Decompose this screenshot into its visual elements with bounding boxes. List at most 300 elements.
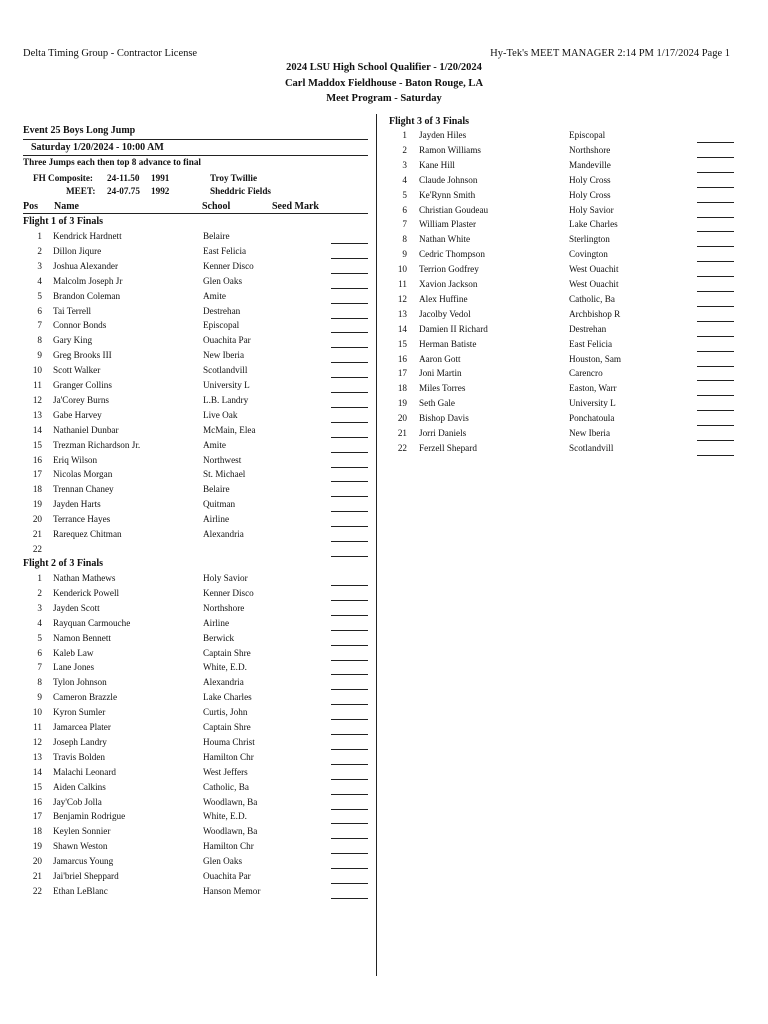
seed-mark-blank bbox=[331, 764, 368, 765]
seed-mark-blank bbox=[331, 689, 368, 690]
table-row bbox=[0, 826, 768, 841]
entry-pos: 21 bbox=[32, 871, 42, 881]
flight-3-title: Flight 3 of 3 Finals bbox=[389, 116, 470, 127]
entry-pos: 8 bbox=[37, 677, 42, 688]
seed-mark-blank bbox=[697, 202, 734, 203]
entry-name: Christian Goudeau bbox=[419, 204, 489, 215]
seed-mark-blank bbox=[697, 425, 734, 426]
entry-name: Joshua Alexander bbox=[53, 260, 119, 271]
entry-pos: 20 bbox=[32, 514, 42, 525]
entry-school: Ouachita Par bbox=[203, 871, 251, 881]
seed-mark-blank bbox=[331, 660, 368, 661]
entry-pos: 4 bbox=[402, 174, 407, 185]
entry-school: Catholic, Ba bbox=[203, 781, 249, 792]
seed-mark-blank bbox=[697, 157, 734, 158]
entry-school: L.B. Landry bbox=[203, 394, 249, 405]
entry-pos: 20 bbox=[397, 413, 407, 424]
entry-pos: 9 bbox=[37, 692, 42, 703]
entry-school: Belaire bbox=[203, 484, 230, 495]
entry-name: Herman Batiste bbox=[419, 338, 477, 349]
col-header-school: School bbox=[202, 201, 231, 212]
entry-pos: 4 bbox=[37, 275, 42, 286]
table-row bbox=[0, 205, 768, 220]
entry-name: Cedric Thompson bbox=[419, 249, 485, 260]
entry-pos: 12 bbox=[397, 293, 407, 304]
meet-venue: Carl Maddox Fieldhouse - Baton Rouge, LA bbox=[284, 78, 484, 89]
table-row bbox=[0, 544, 768, 559]
table-row bbox=[0, 856, 768, 871]
entry-name: Rarequez Chitman bbox=[53, 529, 122, 539]
entry-name: Seth Gale bbox=[419, 398, 455, 409]
seed-mark-blank bbox=[331, 467, 368, 468]
table-row bbox=[0, 529, 768, 544]
seed-mark-blank bbox=[331, 734, 368, 735]
col-header-seed-mark: Seed Mark bbox=[272, 201, 319, 212]
table-row bbox=[0, 722, 768, 737]
entry-pos: 5 bbox=[37, 632, 42, 643]
entry-school: East Felicia bbox=[569, 338, 613, 349]
table-row bbox=[0, 797, 768, 812]
entry-pos: 7 bbox=[37, 320, 42, 331]
entry-name: Tylon Johnson bbox=[53, 677, 107, 688]
entry-pos: 14 bbox=[32, 424, 42, 435]
entry-pos: 16 bbox=[32, 454, 42, 465]
entry-school: Woodlawn, Ba bbox=[203, 826, 258, 837]
table-row bbox=[0, 234, 768, 249]
table-row bbox=[0, 324, 768, 339]
seed-mark-blank bbox=[331, 853, 368, 854]
entry-school: Houma Christ bbox=[203, 736, 255, 747]
entry-pos: 22 bbox=[397, 442, 407, 453]
table-row bbox=[0, 603, 768, 618]
table-row bbox=[0, 175, 768, 190]
entry-pos: 3 bbox=[37, 260, 42, 271]
table-row bbox=[0, 707, 768, 722]
entry-name: Ferzell Shepard bbox=[419, 442, 477, 453]
table-row bbox=[0, 339, 768, 354]
entry-name: Ramon Williams bbox=[419, 144, 481, 155]
entry-school: White, E.D. bbox=[203, 811, 247, 822]
entry-school: West Ouachit bbox=[569, 264, 619, 275]
seed-mark-blank bbox=[697, 246, 734, 247]
entry-pos: 21 bbox=[397, 428, 407, 438]
record-holder: Sheddric Fields bbox=[210, 186, 272, 196]
seed-mark-blank bbox=[331, 794, 368, 795]
entry-school: Airline bbox=[203, 514, 230, 525]
entry-name: Jamarcea Plater bbox=[53, 722, 111, 732]
entry-pos: 11 bbox=[33, 380, 42, 390]
entry-pos: 10 bbox=[32, 365, 42, 376]
entry-pos: 9 bbox=[402, 249, 407, 260]
entry-pos: 6 bbox=[402, 204, 407, 215]
entry-school: University L bbox=[569, 398, 616, 409]
entry-school: West Jeffers bbox=[203, 766, 248, 777]
seed-mark-blank bbox=[331, 809, 368, 810]
table-row bbox=[0, 871, 768, 886]
record-year: 1992 bbox=[151, 186, 170, 196]
entry-school: Amite bbox=[203, 290, 226, 301]
entry-name: Gabe Harvey bbox=[53, 409, 102, 420]
table-row bbox=[0, 811, 768, 826]
entry-school: East Felicia bbox=[203, 245, 247, 256]
entry-name: Dillon Jiqure bbox=[53, 245, 102, 256]
entry-school: Destrehan bbox=[569, 323, 607, 334]
entry-pos: 10 bbox=[32, 707, 42, 718]
entry-pos: 6 bbox=[37, 305, 42, 316]
event-note: Three Jumps each then top 8 advance to final bbox=[23, 157, 201, 167]
entry-school: Glen Oaks bbox=[203, 275, 243, 286]
entry-pos: 1 bbox=[37, 231, 42, 241]
software-stamp: Hy-Tek's MEET MANAGER 2:14 PM 1/17/2024 Page 1 bbox=[490, 48, 730, 59]
table-row bbox=[0, 145, 768, 160]
entry-school: University L bbox=[203, 380, 250, 390]
table-row bbox=[0, 886, 768, 901]
entry-school: New Iberia bbox=[569, 428, 611, 438]
record-year: 1991 bbox=[151, 173, 170, 183]
entry-school: Lake Charles bbox=[203, 692, 252, 703]
entry-school: Covington bbox=[569, 249, 608, 260]
entry-pos: 17 bbox=[32, 811, 42, 822]
table-row bbox=[0, 413, 768, 428]
entry-school: Kenner Disco bbox=[203, 260, 254, 271]
entry-name: Kenderick Powell bbox=[53, 587, 120, 598]
entry-pos: 4 bbox=[37, 617, 42, 628]
entry-name: Alex Huffine bbox=[419, 293, 468, 304]
seed-mark-blank bbox=[697, 217, 734, 218]
entry-name: Aaron Gott bbox=[419, 353, 461, 364]
entry-school: Berwick bbox=[203, 632, 235, 643]
entry-name: Rayquan Carmouche bbox=[53, 617, 131, 628]
entry-school: Woodlawn, Ba bbox=[203, 796, 258, 807]
entry-school: Scotlandvill bbox=[569, 442, 614, 453]
entry-pos: 16 bbox=[397, 353, 407, 364]
entry-name: Namon Bennett bbox=[53, 632, 111, 643]
table-row bbox=[0, 662, 768, 677]
meet-program: Meet Program - Saturday bbox=[326, 93, 442, 104]
table-row bbox=[0, 443, 768, 458]
entry-name: Jacolby Vedol bbox=[419, 308, 471, 319]
seed-mark-blank bbox=[331, 630, 368, 631]
entry-pos: 18 bbox=[397, 383, 407, 394]
table-row bbox=[0, 279, 768, 294]
entry-school: Ponchatoula bbox=[569, 413, 615, 424]
entry-name: Kendrick Hardnett bbox=[53, 231, 122, 241]
entry-pos: 5 bbox=[37, 290, 42, 301]
flight-2-title: Flight 2 of 3 Finals bbox=[23, 558, 104, 569]
entry-pos: 1 bbox=[402, 130, 407, 140]
entry-name: Granger Collins bbox=[53, 380, 112, 390]
table-row bbox=[0, 737, 768, 752]
entry-pos: 19 bbox=[32, 499, 42, 510]
entry-pos: 2 bbox=[402, 144, 407, 155]
entry-school: Holy Cross bbox=[569, 174, 611, 185]
seed-mark-blank bbox=[331, 645, 368, 646]
entry-school: Amite bbox=[203, 439, 226, 450]
entry-school: White, E.D. bbox=[203, 662, 247, 673]
col-header-pos: Pos bbox=[23, 201, 38, 212]
entry-name: Greg Brooks III bbox=[53, 350, 112, 361]
table-row bbox=[0, 130, 768, 145]
table-row bbox=[0, 249, 768, 264]
table-row bbox=[0, 752, 768, 767]
entry-pos: 20 bbox=[32, 856, 42, 867]
seed-mark-blank bbox=[697, 172, 734, 173]
table-row bbox=[0, 767, 768, 782]
entry-name: Miles Torres bbox=[419, 383, 466, 394]
entry-name: Trezman Richardson Jr. bbox=[53, 439, 141, 450]
entry-pos: 15 bbox=[397, 338, 407, 349]
entry-school: Episcopal bbox=[569, 130, 606, 140]
seed-mark-blank bbox=[331, 898, 368, 899]
seed-mark-blank bbox=[697, 455, 734, 456]
entry-name: Nathan White bbox=[419, 234, 471, 245]
table-row bbox=[0, 264, 768, 279]
entry-school: Airline bbox=[203, 617, 230, 628]
entry-name: Nicolas Morgan bbox=[53, 469, 113, 480]
entry-school: West Ouachit bbox=[569, 279, 619, 289]
entry-name: Gary King bbox=[53, 335, 93, 346]
flight-1-title: Flight 1 of 3 Finals bbox=[23, 216, 104, 227]
entry-school: Holy Cross bbox=[569, 189, 611, 200]
entry-name: Jamarcus Young bbox=[53, 856, 114, 867]
entry-name: Xavion Jackson bbox=[419, 279, 478, 289]
entry-school: New Iberia bbox=[203, 350, 245, 361]
seed-mark-blank bbox=[331, 541, 368, 542]
table-row bbox=[0, 573, 768, 588]
meet-title: 2024 LSU High School Qualifier - 1/20/2024 bbox=[286, 62, 482, 73]
entry-name: Brandon Coleman bbox=[53, 290, 121, 301]
seed-mark-blank bbox=[331, 481, 368, 482]
entry-name: Terrion Godfrey bbox=[419, 264, 479, 275]
table-row bbox=[0, 648, 768, 663]
entry-pos: 8 bbox=[402, 234, 407, 245]
entry-name: Kyron Sumler bbox=[53, 707, 106, 718]
entry-pos: 6 bbox=[37, 647, 42, 658]
seed-mark-blank bbox=[331, 526, 368, 527]
entry-pos: 11 bbox=[398, 279, 407, 289]
entry-school: Captain Shre bbox=[203, 647, 251, 658]
event-datetime: Saturday 1/20/2024 - 10:00 AM bbox=[31, 142, 164, 153]
entry-school: Holy Savior bbox=[203, 573, 248, 583]
seed-mark-blank bbox=[697, 231, 734, 232]
entry-pos: 7 bbox=[402, 219, 407, 230]
col-header-name: Name bbox=[54, 201, 79, 212]
table-row bbox=[0, 368, 768, 383]
entry-name: Bishop Davis bbox=[419, 413, 469, 424]
entry-name: Eriq Wilson bbox=[53, 454, 98, 465]
entry-name: Terrance Hayes bbox=[53, 514, 111, 525]
table-row bbox=[0, 469, 768, 484]
entry-school: Destrehan bbox=[203, 305, 241, 316]
entry-pos: 13 bbox=[32, 409, 42, 420]
table-row bbox=[0, 692, 768, 707]
seed-mark-blank bbox=[697, 291, 734, 292]
entry-name: Connor Bonds bbox=[53, 320, 107, 331]
entry-school: Belaire bbox=[203, 231, 230, 241]
table-row bbox=[0, 398, 768, 413]
entry-name: Jayden Hiles bbox=[419, 130, 467, 140]
entry-school: Kenner Disco bbox=[203, 587, 254, 598]
entry-school: Alexandria bbox=[203, 529, 244, 539]
entry-pos: 17 bbox=[397, 368, 407, 379]
entry-school: Hamilton Chr bbox=[203, 841, 254, 852]
entry-pos: 18 bbox=[32, 484, 42, 495]
entry-pos: 2 bbox=[37, 587, 42, 598]
entry-name: Cameron Brazzle bbox=[53, 692, 118, 703]
entry-name: Trennan Chaney bbox=[53, 484, 114, 495]
entry-pos: 19 bbox=[397, 398, 407, 409]
seed-mark-blank bbox=[331, 496, 368, 497]
seed-mark-blank bbox=[331, 779, 368, 780]
table-row bbox=[0, 219, 768, 234]
table-row bbox=[0, 160, 768, 175]
entry-school: Alexandria bbox=[203, 677, 244, 688]
table-row bbox=[0, 588, 768, 603]
seed-mark-blank bbox=[697, 380, 734, 381]
entry-pos: 13 bbox=[397, 308, 407, 319]
table-row bbox=[0, 354, 768, 369]
entry-school: Sterlington bbox=[569, 234, 610, 245]
seed-mark-blank bbox=[697, 187, 734, 188]
entry-name: Kane Hill bbox=[419, 159, 455, 170]
entry-pos: 13 bbox=[32, 751, 42, 762]
license-label: Delta Timing Group - Contractor License bbox=[23, 48, 198, 59]
table-row bbox=[0, 618, 768, 633]
entry-name: Damien II Richard bbox=[419, 323, 488, 334]
entry-school: Curtis, John bbox=[203, 707, 248, 718]
entry-name: Malachi Leonard bbox=[53, 766, 117, 777]
entry-school: Northwest bbox=[203, 454, 242, 465]
entry-school: Catholic, Ba bbox=[569, 293, 615, 304]
seed-mark-blank bbox=[697, 410, 734, 411]
entry-pos: 7 bbox=[37, 662, 42, 673]
entry-pos: 3 bbox=[37, 602, 42, 613]
entry-pos: 22 bbox=[32, 885, 42, 896]
seed-mark-blank bbox=[697, 306, 734, 307]
entry-school: Lake Charles bbox=[569, 219, 618, 230]
entry-pos: 11 bbox=[33, 722, 42, 732]
record-mark: 24-11.50 bbox=[107, 173, 140, 183]
seed-mark-blank bbox=[331, 868, 368, 869]
seed-mark-blank bbox=[697, 321, 734, 322]
entry-pos: 22 bbox=[32, 543, 42, 554]
table-row bbox=[0, 514, 768, 529]
entry-school: Scotlandvill bbox=[203, 365, 248, 376]
table-row bbox=[0, 383, 768, 398]
seed-mark-blank bbox=[697, 261, 734, 262]
seed-mark-blank bbox=[331, 556, 368, 557]
entry-school: Archbishop R bbox=[569, 308, 621, 319]
entry-school: Live Oak bbox=[203, 409, 238, 420]
table-row bbox=[0, 428, 768, 443]
entry-name: Jayden Scott bbox=[53, 602, 100, 613]
entry-name: Jai'briel Sheppard bbox=[53, 871, 119, 881]
table-row bbox=[0, 677, 768, 692]
table-row bbox=[0, 484, 768, 499]
entry-pos: 1 bbox=[37, 573, 42, 583]
seed-mark-blank bbox=[697, 440, 734, 441]
entry-school: Carencro bbox=[569, 368, 603, 379]
seed-mark-blank bbox=[331, 600, 368, 601]
entry-school: Hanson Memor bbox=[203, 885, 261, 896]
entry-pos: 19 bbox=[32, 841, 42, 852]
entry-school: St. Michael bbox=[203, 469, 246, 480]
entry-name: Tai Terrell bbox=[53, 305, 92, 316]
entry-name: Benjamin Rodrigue bbox=[53, 811, 126, 822]
entry-pos: 14 bbox=[397, 323, 407, 334]
entry-pos: 2 bbox=[37, 245, 42, 256]
entry-name: Nathaniel Dunbar bbox=[53, 424, 119, 435]
seed-mark-blank bbox=[331, 704, 368, 705]
entry-school: Northshore bbox=[569, 144, 611, 155]
entry-name: Ke'Rynn Smith bbox=[419, 189, 476, 200]
entry-pos: 9 bbox=[37, 350, 42, 361]
seed-mark-blank bbox=[331, 883, 368, 884]
seed-mark-blank bbox=[697, 336, 734, 337]
entry-school: Captain Shre bbox=[203, 722, 251, 732]
entry-name: Lane Jones bbox=[53, 662, 95, 673]
seed-mark-blank bbox=[697, 142, 734, 143]
entry-name: Aiden Calkins bbox=[53, 781, 106, 792]
record-label: MEET: bbox=[66, 186, 96, 196]
seed-mark-blank bbox=[331, 674, 368, 675]
entry-school: Glen Oaks bbox=[203, 856, 243, 867]
entry-school: Ouachita Par bbox=[203, 335, 251, 346]
entry-pos: 12 bbox=[32, 394, 42, 405]
seed-mark-blank bbox=[331, 838, 368, 839]
entry-pos: 10 bbox=[397, 264, 407, 275]
entry-name: Jay'Cob Jolla bbox=[53, 796, 102, 807]
entry-name: Ja'Corey Burns bbox=[53, 394, 110, 405]
entry-pos: 15 bbox=[32, 439, 42, 450]
seed-mark-blank bbox=[331, 719, 368, 720]
entry-name: Kaleb Law bbox=[53, 647, 94, 658]
seed-mark-blank bbox=[697, 366, 734, 367]
record-holder: Troy Twillie bbox=[210, 173, 258, 183]
entry-name: Shawn Weston bbox=[53, 841, 108, 852]
entry-name: Scott Walker bbox=[53, 365, 101, 376]
event-title: Event 25 Boys Long Jump bbox=[23, 125, 136, 136]
table-row bbox=[0, 499, 768, 514]
entry-pos: 16 bbox=[32, 796, 42, 807]
table-row bbox=[0, 190, 768, 205]
table-row bbox=[0, 782, 768, 797]
entry-school: Hamilton Chr bbox=[203, 751, 254, 762]
seed-mark-blank bbox=[331, 823, 368, 824]
entry-pos: 18 bbox=[32, 826, 42, 837]
entry-school: Holy Savior bbox=[569, 204, 614, 215]
entry-pos: 15 bbox=[32, 781, 42, 792]
entry-pos: 17 bbox=[32, 469, 42, 480]
entry-pos: 12 bbox=[32, 736, 42, 747]
entry-name: Ethan LeBlanc bbox=[53, 885, 108, 896]
record-mark: 24-07.75 bbox=[107, 186, 140, 196]
seed-mark-blank bbox=[331, 585, 368, 586]
entry-pos: 21 bbox=[32, 529, 42, 539]
entry-school: Mandeville bbox=[569, 159, 611, 170]
entry-pos: 3 bbox=[402, 159, 407, 170]
table-row bbox=[0, 841, 768, 856]
entry-school: Easton, Warr bbox=[569, 383, 617, 394]
seed-mark-blank bbox=[331, 749, 368, 750]
entry-school: McMain, Elea bbox=[203, 424, 256, 435]
entry-name: Malcolm Joseph Jr bbox=[53, 275, 123, 286]
entry-school: Houston, Sam bbox=[569, 353, 622, 364]
entry-school: Quitman bbox=[203, 499, 236, 510]
entry-name: Jorri Daniels bbox=[419, 428, 467, 438]
seed-mark-blank bbox=[697, 395, 734, 396]
entry-name: Joni Martin bbox=[419, 368, 462, 379]
